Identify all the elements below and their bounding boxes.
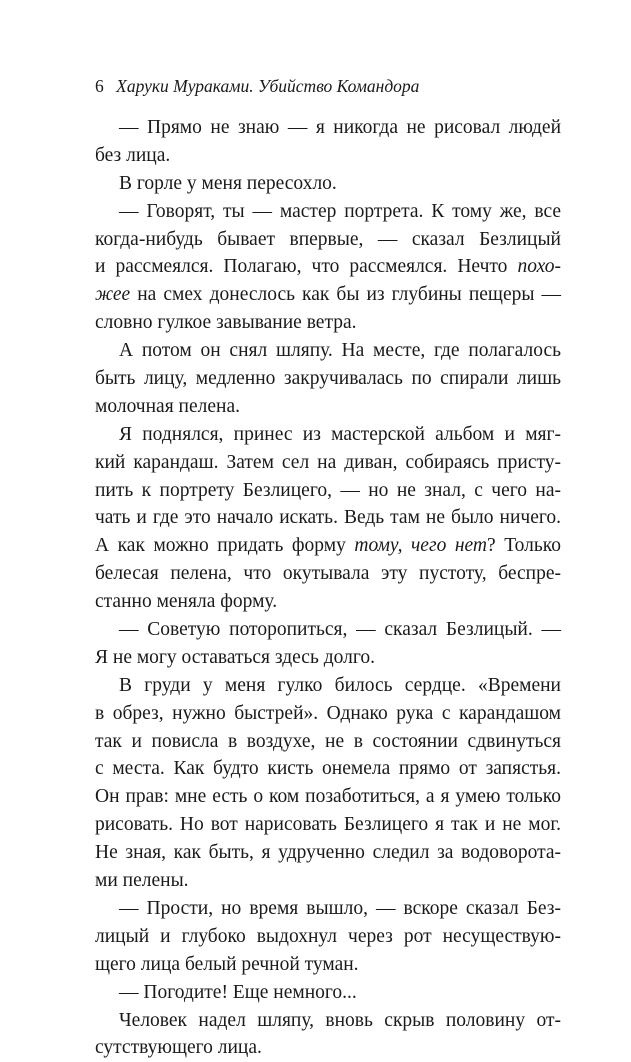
text-run: — Прямо не знаю — я никогда не рисовал людей: [119, 117, 561, 138]
text-run: — Прости, но время вышло, — вскоре сказал Без-: [119, 897, 561, 919]
text-line: [95, 811, 561, 839]
text-run: так и повисла в воздухе, не в состоянии сдвинуться: [95, 730, 561, 752]
text-run: станно меняла форму.: [95, 591, 278, 613]
text-run: щего лица белый речной туман.: [95, 953, 359, 975]
text-line: [95, 923, 561, 951]
text-run: ? Только: [487, 535, 562, 557]
text-line: [95, 114, 561, 142]
text-run: ми пелены.: [95, 870, 189, 892]
italic-text-run: тому, чего нет: [354, 535, 488, 557]
text-line: [95, 226, 561, 254]
text-run: чать и где это начало искать. Ведь там не было ничего.: [95, 507, 561, 529]
text-run: Человек надел шляпу, вновь скрыв половину от-: [119, 1009, 561, 1031]
text-run: на смех донеслось как бы из глубины пещеры —: [130, 284, 561, 306]
text-line: [95, 783, 561, 811]
text-run: кий карандаш. Затем сел на диван, собираясь присту-: [95, 451, 561, 473]
text-line: [95, 867, 561, 895]
text-run: сутствующего лица.: [95, 1037, 262, 1059]
text-run: Я поднялся, принес из мастерской альбом и мяг-: [119, 423, 561, 445]
text-line: [95, 281, 561, 309]
text-line: [95, 198, 561, 226]
body-text: [95, 114, 561, 1062]
text-line: [95, 365, 561, 393]
text-line: [95, 309, 561, 337]
text-line: [95, 560, 561, 588]
text-run: Он прав: мне есть о ком позаботиться, а я умею только: [95, 786, 561, 808]
text-run: — Погодите! Еще немного...: [119, 981, 357, 1003]
text-line: [95, 337, 561, 365]
text-run: белесая пелена, что окутывала эту пустоту, беспре-: [95, 563, 561, 585]
text-line: [95, 644, 561, 672]
text-line: [95, 1007, 561, 1035]
text-run: — Советую поторопиться, — сказал Безлицый. —: [119, 619, 561, 641]
text-line: [95, 951, 561, 979]
text-run: В груди у меня гулко билось сердце. «Времени: [119, 674, 561, 696]
running-title: Харуки Мураками. Убийство Командора: [116, 76, 420, 96]
page-number: 6: [95, 76, 104, 96]
text-line: [95, 700, 561, 728]
text-line: [95, 616, 561, 644]
text-run: А потом он снял шляпу. На месте, где полагалось: [119, 340, 561, 362]
text-run: — Говорят, ты — мастер портрета. К тому же, все: [119, 200, 561, 222]
italic-text-run: жее: [95, 284, 131, 306]
text-line: [95, 728, 561, 756]
text-run: в обрез, нужно быстрей». Однако рука с карандашом: [95, 702, 561, 724]
text-line: [95, 672, 561, 700]
text-line: [95, 979, 561, 1007]
text-line: [95, 477, 561, 505]
text-line: [95, 755, 561, 783]
text-run: и рассмеялся. Полагаю, что рассмеялся. Нечто: [95, 256, 518, 278]
text-line: [95, 253, 561, 281]
text-run: рисовать. Но вот нарисовать Безлицего я так и не мог.: [95, 814, 561, 836]
text-run: А как можно придать форму: [95, 535, 355, 557]
text-line: [95, 588, 561, 616]
text-line: [95, 449, 561, 477]
text-line: [95, 504, 561, 532]
text-line: [95, 142, 561, 170]
text-run: молочная пелена.: [95, 395, 240, 417]
text-line: [95, 532, 561, 560]
italic-text-run: похо-: [517, 256, 561, 278]
running-header: [95, 76, 419, 97]
text-run: пить к портрету Безлицего, — но не знал, с чего на-: [95, 479, 561, 501]
text-line: [95, 170, 561, 198]
text-run: Я не могу оставаться здесь долго.: [95, 646, 375, 668]
text-line: [95, 1034, 561, 1062]
text-line: [95, 421, 561, 449]
text-run: лицый и глубоко выдохнул через рот несуществую-: [95, 925, 561, 947]
text-run: с места. Как будто кисть онемела прямо от запястья.: [95, 758, 561, 780]
text-run: быть лицу, медленно закручивалась по спирали лишь: [95, 368, 561, 390]
text-run: когда-нибудь бывает впервые, — сказал Безлицый: [95, 228, 561, 250]
text-run: Не зная, как быть, я удрученно следил за водоворота-: [95, 842, 561, 864]
text-line: [95, 839, 561, 867]
text-run: без лица.: [95, 144, 171, 166]
text-run: В горле у меня пересохло.: [119, 172, 337, 194]
text-run: словно гулкое завывание ветра.: [95, 312, 357, 334]
text-line: [95, 895, 561, 923]
text-line: [95, 393, 561, 421]
